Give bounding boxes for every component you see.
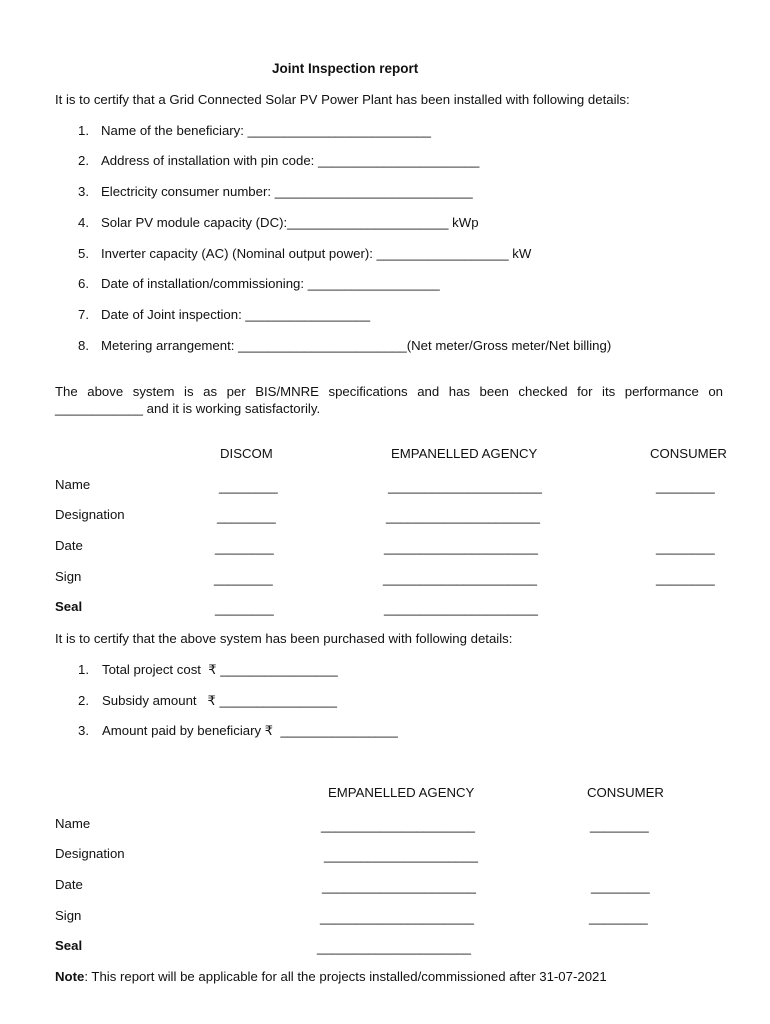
list-number: 3. <box>78 723 89 738</box>
field-blank: ________ <box>656 479 715 494</box>
column-header-consumer: CONSUMER <box>650 446 727 461</box>
field-blank: ________ <box>217 509 276 524</box>
detail-inverter-capacity: Inverter capacity (AC) (Nominal output power): __________________ kW <box>101 246 532 261</box>
list-number: 7. <box>78 307 89 322</box>
field-blank: _____________________ <box>321 818 476 833</box>
detail-metering: Metering arrangement: _______________________(Net meter/Gross meter/Net billing) <box>101 338 612 353</box>
field-blank: _____________________ <box>384 601 539 616</box>
field-blank: _____________________ <box>386 509 541 524</box>
note-text: : This report will be applicable for all the projects installed/commissioned after 31-07-2021 <box>84 969 607 984</box>
field-blank: ________ <box>656 571 715 586</box>
list-number: 5. <box>78 246 89 261</box>
subsidy-amount: Subsidy amount ₹ ________________ <box>102 693 337 708</box>
field-blank: _____________________ <box>324 848 479 863</box>
column-header-agency: EMPANELLED AGENCY <box>328 785 475 800</box>
field-blank: ________ <box>656 540 715 555</box>
detail-address: Address of installation with pin code: ______________________ <box>101 153 480 168</box>
field-blank: ________ <box>215 601 274 616</box>
performance-statement: The above system is as per BIS/MNRE specifications and has been checked for its performance on ____________ and it is working satisfactorily. <box>55 384 723 416</box>
field-blank: ________ <box>590 818 649 833</box>
row-label-seal: Seal <box>55 938 83 953</box>
row-label-name: Name <box>55 816 91 831</box>
list-number: 6. <box>78 276 89 291</box>
row-label-designation: Designation <box>55 507 125 522</box>
field-blank: ________ <box>589 910 648 925</box>
field-blank: _____________________ <box>383 571 538 586</box>
list-number: 2. <box>78 693 89 708</box>
amount-paid-by-beneficiary: Amount paid by beneficiary ₹ ________________ <box>102 723 398 738</box>
intro-text: It is to certify that a Grid Connected Solar PV Power Plant has been installed with following details: <box>55 92 630 107</box>
field-blank: ________ <box>219 479 278 494</box>
purchase-intro: It is to certify that the above system has been purchased with following details: <box>55 631 513 646</box>
field-blank: ________ <box>591 879 650 894</box>
detail-beneficiary-name: Name of the beneficiary: _________________________ <box>101 123 431 138</box>
note-label: Note <box>55 969 85 984</box>
field-blank: _____________________ <box>320 910 475 925</box>
row-label-seal: Seal <box>55 599 83 614</box>
page-title: Joint Inspection report <box>272 61 419 76</box>
row-label-designation: Designation <box>55 846 125 861</box>
list-number: 3. <box>78 184 89 199</box>
list-number: 2. <box>78 153 89 168</box>
footnote <box>55 969 607 984</box>
detail-consumer-number: Electricity consumer number: ___________________________ <box>101 184 473 199</box>
list-number: 1. <box>78 662 89 677</box>
column-header-agency: EMPANELLED AGENCY <box>391 446 538 461</box>
column-header-discom: DISCOM <box>220 446 273 461</box>
row-label-sign: Sign <box>55 908 82 923</box>
field-blank: _____________________ <box>317 940 472 955</box>
field-blank: ________ <box>215 540 274 555</box>
field-blank: _____________________ <box>384 540 539 555</box>
column-header-consumer: CONSUMER <box>587 785 664 800</box>
detail-inspection-date: Date of Joint inspection: _________________ <box>101 307 371 322</box>
field-blank: _____________________ <box>322 879 477 894</box>
row-label-date: Date <box>55 538 83 553</box>
row-label-date: Date <box>55 877 83 892</box>
list-number: 1. <box>78 123 89 138</box>
row-label-sign: Sign <box>55 569 82 584</box>
list-number: 8. <box>78 338 89 353</box>
field-blank: ________ <box>214 571 273 586</box>
total-project-cost: Total project cost ₹ ________________ <box>102 662 338 677</box>
list-number: 4. <box>78 215 89 230</box>
detail-module-capacity: Solar PV module capacity (DC):______________________ kWp <box>101 215 479 230</box>
row-label-name: Name <box>55 477 91 492</box>
field-blank: _____________________ <box>388 479 543 494</box>
detail-installation-date: Date of installation/commissioning: __________________ <box>101 276 440 291</box>
